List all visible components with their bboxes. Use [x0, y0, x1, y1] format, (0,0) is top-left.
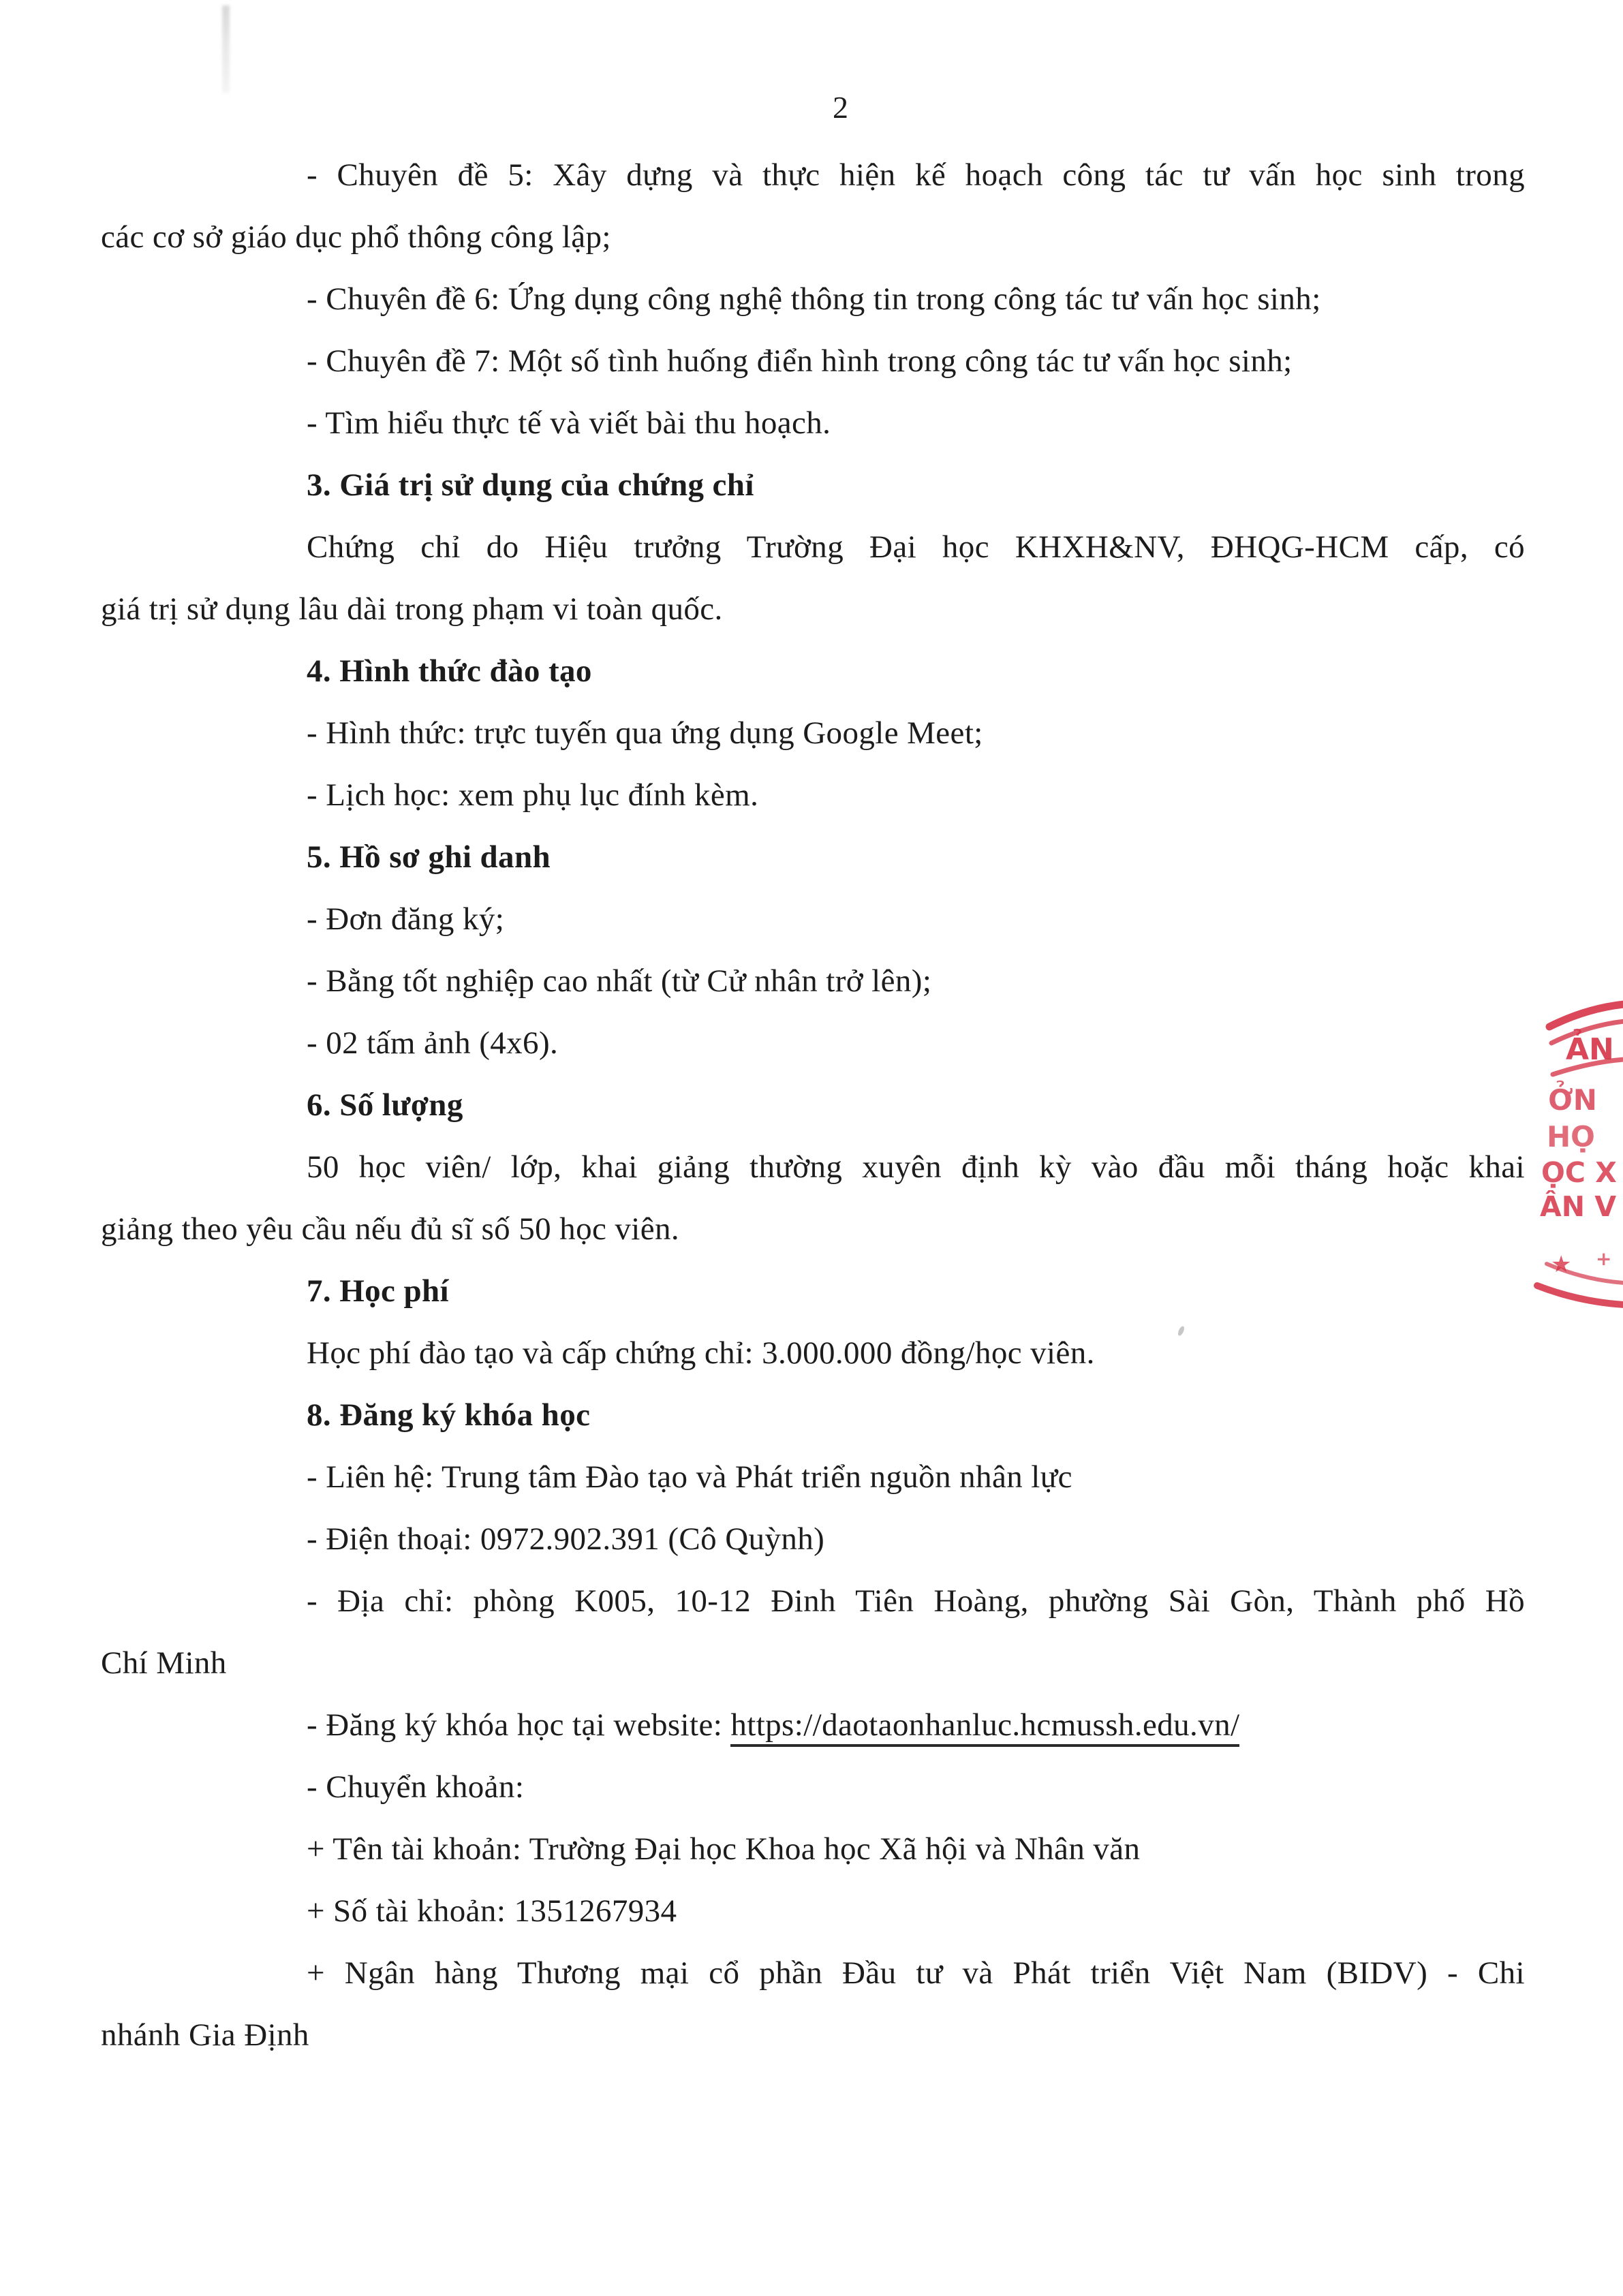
text-line: - Bằng tốt nghiệp cao nhất (từ Cử nhân trở lên); — [307, 963, 932, 999]
text-line: + Số tài khoản: 1351267934 — [307, 1893, 677, 1929]
text-line: - Chuyên đề 6: Ứng dụng công nghệ thông tin trong công tác tư vấn học sinh; — [307, 281, 1321, 317]
text-line: 8. Đăng ký khóa học — [307, 1397, 591, 1433]
text-line: - Lịch học: xem phụ lục đính kèm. — [307, 777, 759, 813]
text-line: Chứng chỉ do Hiệu trưởng Trường Đại học KHXH&NV, ĐHQG-HCM cấp, có — [307, 529, 1525, 565]
text-segment: - Đăng ký khóa học tại website: — [307, 1707, 731, 1743]
stamp-text-fragment: HỌ — [1547, 1120, 1595, 1153]
text-line: 3. Giá trị sử dụng của chứng chỉ — [307, 467, 754, 503]
text-line: + Tên tài khoản: Trường Đại học Khoa học Xã hội và Nhân văn — [307, 1831, 1141, 1867]
text-line: - Điện thoại: 0972.902.391 (Cô Quỳnh) — [307, 1521, 825, 1557]
red-stamp — [1532, 991, 1623, 1312]
text-line: - Đơn đăng ký; — [307, 901, 505, 937]
stamp-mark: + — [1596, 1247, 1612, 1270]
text-line: 5. Hồ sơ ghi danh — [307, 839, 551, 875]
text-line: các cơ sở giáo dục phổ thông công lập; — [101, 219, 611, 255]
stamp-text-fragment: ỞN — [1548, 1083, 1597, 1117]
website-link[interactable]: https://daotaonhanluc.hcmussh.edu.vn/ — [730, 1707, 1239, 1747]
page-number: 2 — [833, 90, 848, 125]
text-line: - Chuyên đề 5: Xây dựng và thực hiện kế hoạch công tác tư vấn học sinh trong — [307, 157, 1525, 193]
text-line — [101, 1694, 1525, 1756]
text-line: 7. Học phí — [307, 1273, 450, 1309]
text-line: - Liên hệ: Trung tâm Đào tạo và Phát triển nguồn nhân lực — [307, 1459, 1072, 1495]
text-line: Chí Minh — [101, 1645, 227, 1681]
stamp-text-fragment: ÂN V — [1540, 1190, 1617, 1223]
stamp-star: ★ — [1551, 1251, 1572, 1278]
scan-streak-artifact — [222, 5, 230, 93]
text-line: - Tìm hiểu thực tế và viết bài thu hoạch. — [307, 405, 831, 441]
text-line: - Địa chỉ: phòng K005, 10-12 Đinh Tiên Hoàng, phường Sài Gòn, Thành phố Hồ — [307, 1583, 1525, 1619]
text-line: 50 học viên/ lớp, khai giảng thường xuyên định kỳ vào đầu mỗi tháng hoặc khai — [307, 1149, 1525, 1185]
text-line: Học phí đào tạo và cấp chứng chỉ: 3.000.000 đồng/học viên. — [307, 1335, 1095, 1371]
text-line: - Chuyển khoản: — [307, 1769, 525, 1805]
text-line: - Chuyên đề 7: Một số tình huống điển hình trong công tác tư vấn học sinh; — [307, 343, 1293, 379]
text-line: giá trị sử dụng lâu dài trong phạm vi toàn quốc. — [101, 591, 723, 627]
document-body — [101, 144, 1525, 2066]
text-line: nhánh Gia Định — [101, 2017, 309, 2053]
text-line: - 02 tấm ảnh (4x6). — [307, 1025, 559, 1061]
text-line: 4. Hình thức đào tạo — [307, 653, 592, 689]
stamp-text-fragment: ẢN — [1566, 1032, 1614, 1067]
text-line: - Hình thức: trực tuyến qua ứng dụng Google Meet; — [307, 715, 983, 751]
text-line: giảng theo yêu cầu nếu đủ sĩ số 50 học viên. — [101, 1211, 680, 1247]
text-line: + Ngân hàng Thương mại cổ phần Đầu tư và Phát triển Việt Nam (BIDV) - Chi — [307, 1955, 1525, 1991]
stamp-arc — [1537, 1286, 1623, 1305]
stamp-text-fragment: ỌC X — [1541, 1156, 1617, 1189]
text-line: 6. Số lượng — [307, 1087, 463, 1123]
